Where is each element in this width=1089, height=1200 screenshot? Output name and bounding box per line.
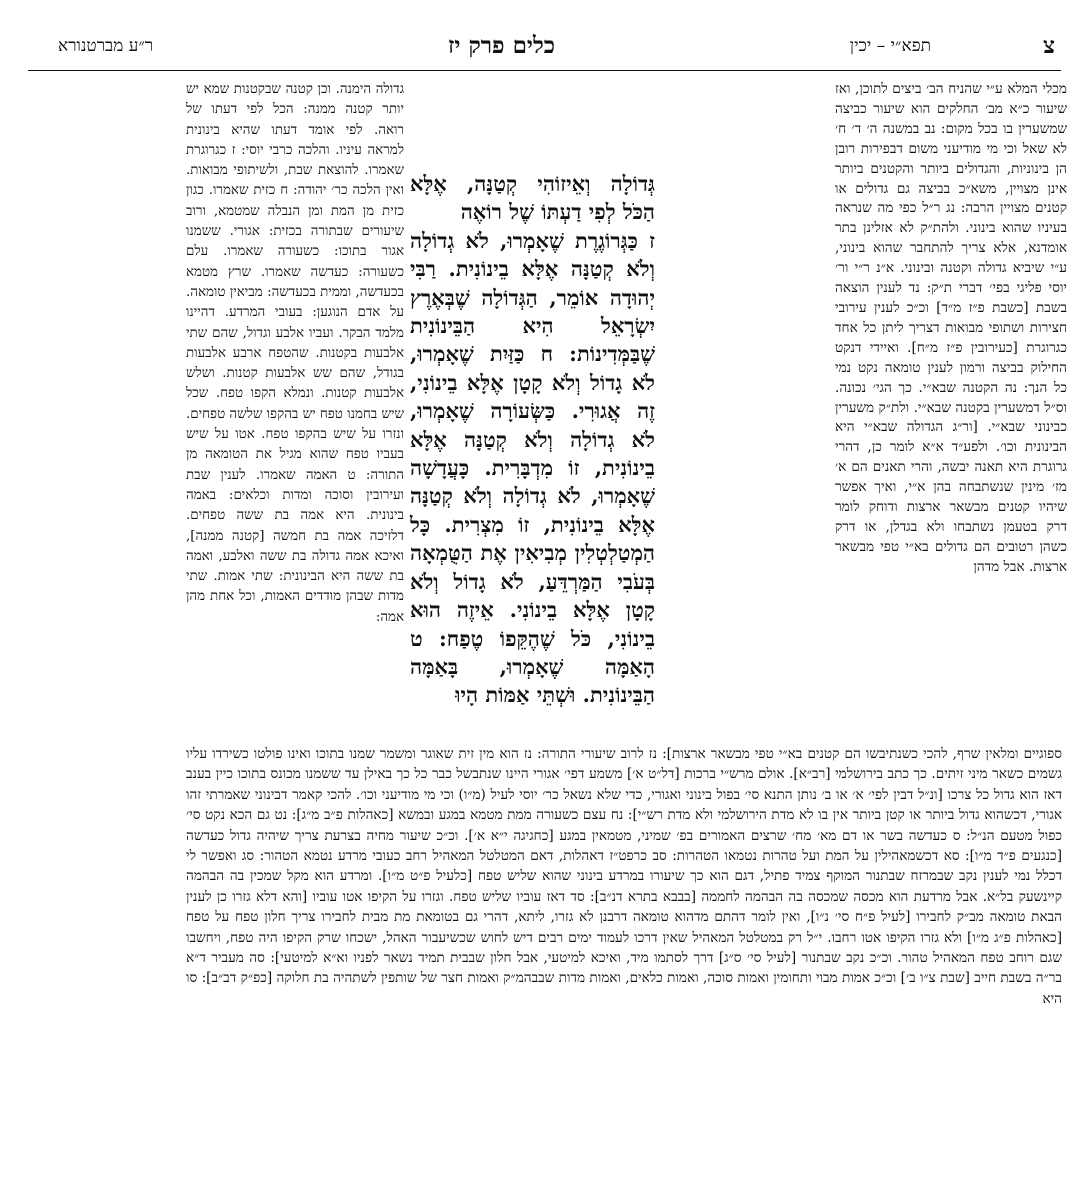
mishna-intro-line: גְּדוֹלָה וְאֵיזוֹהִי קְטַנָּה, אֶלָּא הַכֹּל לְפִי דַעְתּוֹ שֶׁל רוֹאֶה: [410, 171, 655, 225]
left-commentary-title: ר״ע מברטנורא: [58, 36, 154, 56]
commentary-text: מכלי המלא ע״י שהניח הב׳ ביצים לתוכן, ואז שיעור כ״א מב׳ החלקים הוא שיעור כביצה שמשערין בו בכל מקום: נב במשנה ה׳ ד׳ ח׳ לא שאל וכי מי מודיעני משום דבפירות רובן הן בינוניות, והגדולים ביותר והקטנים ביותר אינן מצויין, משא״כ בביצה גם גדולים או קטנים מצויין הרבה: נג ר״ל כפי מה שנראה בעיניו שהוא בינוני. ולהת״ק לא אזלינן בתר אומדנא, אלא צריך להתחבר שהוא בינוני, ע״י שיביא גדולה וקטנה ובינוני. א״נ ר״י ור׳ יוסי פליגי בפי׳ דברי ת״ק: נד לענין הוצאה בשבת [כשבת פ״ז מ״ד] וכ״כ לענין עירובי חצירות ושתופי מבואות דצריך ליתן כל אחד כגרוגרת [כעירובין פ״ז מ״ח]. ואיידי דנקט החילוק בביצה ורמון לענין טומאה נקט נמי כל הנך: נה הקטנה שבא״י. כך הגי׳ נכונה. וס״ל דמשערין בקטנה שבא״י. ולת״ק משערין כבינוני שבא״י. [ור״ג הגדולה שבא״י היא הבינונית וכו׳. ולפע״ד א״א לומר כן, דהרי גרוגרת היא תאנה יבשה, והרי תאנים הם א׳ מז׳ מינין שנשתבחה בהן א״י, ואיך אפשר שיהיו קטנים מבשאר ארצות ודוחק לומר דרק בטעמן נשתבחו ולא בגדלן, או דרק כשהן רטובים הם גדולים בא״י טפי מבשאר ארצות. אבל מדהן: [835, 81, 1067, 575]
tiferet-yisrael-commentary-column: [835, 80, 1067, 578]
bartenura-commentary-column: [186, 80, 404, 628]
mishna-main-text: [410, 170, 655, 710]
commentary-text: גדולה הימנה. וכן קטנה שבקטנות שמא יש יותר קטנה ממנה: הכל לפי דעתו של רואה. לפי אומד דעתו שהיא בינונית למראה עיניו. והלכה כרבי יוסי: ז כגרוגרת שאמרו. להוצאת שבת, ולשיתופי מבואות. ואין הלכה כר׳ יהודה: ח כזית שאמרו. כגון כזית מן המת ומן הנבלה שמטמא, ורוב שיעורים שבתורה בכזית: אגורי. ששמנו אגור בתוכו: כשעורה שאמרו. עלם כשעורה: כעדשה שאמרו. שרץ מטמא בכעדשה, וממית בכעדשה: מביאין טומאה. על אדם הנוגען: בעובי המרדע. דהיינו מלמד הבקר. ועביו אלבע וגדול, שהם שתי אלבעות בקטנות. שהטפח ארבע אלבעות בגודל, שהם שש אלבעות קטנות. ושלש אלבעות קטנות. ונמלא הקפו טפח. שכל שיש בחמנו טפח יש בהקפו שלשה טפחים. ונזרו על שיש בהקפו טפח. אטו על שיש בעביו טפח שהוא מגיל את הטומאה מן התורה: ט האמה שאמרו. לענין שבת ועירובין וסוכה ומדות וכלאים: באמה בינונית. היא אמה בת ששה טפחים. דלזיכה אמה בת חמשה [קטנה ממנה], ואיכא אמה גדולה בת ששה ואלבע, ואמה בת ששה היא הבינונית: שתי אמות. שתי מדות שבהן מודדים האמות, וכל אחת מהן אמה:: [186, 82, 404, 625]
page-number: צ: [1042, 32, 1055, 59]
right-commentary-title: תפא״י – יכין: [849, 36, 931, 56]
page-header: [28, 30, 1061, 71]
commentary-text: ספוגיים ומלאין שרף, להכי כשנתיבשו הם קטנים בא״י טפי מבשאר ארצות]: נז לרוב שיעורי התורה: נז הוא מין זית שאוגר ומשמר שמנו בתוכו ואינו פולטו כשירדו עליו גשמים כשאר מיני זיתים. כך כתב בירושלמי [רב״א]. אולם מרש״י ברכות [דל״ט א׳] משמע דפי׳ אגורי היינו שנתבשל כבר כל כך באילן עד ששמנו מכונס בתוכו כיין בענב דאז הוא גדול כל צרכו [ונ״ל דבין לפי׳ א׳ או ב׳ נותן התנא סי׳ בפול בינוני ואגורי, כדי שלא נשאל כר׳ יוסי לעיל (מ״ו) וכי מי מודיעני וכו׳. להכי קאמר דבינוני שאמרתי זהו אגורי, דכשהוא גדול ביותר או קטן ביותר אין בו לא מדת הירושלמי ולא מדת רש״י]: נח עצם כשעורה ממת מטמא במגע ובמשא [כאהלות פ״ב מ״ג]: נט גם הכא נקט סי׳ כפול מטעם הנ״ל: ס כעדשה בשר או דם מא׳ מח׳ שרצים האמורים בפ׳ שמיני, מטמאין במגע [כחגיגה י״א א׳]. וכ״כ שיעור מחיה בצרעת צריך שיהיה גדול כעדשה [כנגעים פ״ד מ״ו]: סא דכשמאהילין על המת ועל טהרות נטמאו הטהרות: סב כרפט״ז דאהלות, דאם המטלטל המאהיל רחב כעובי מרדע נטמא הטהור: סג ואפשר לי דכלל נמי לענין נקב שבמרזח שבתנור המוקף צמיד פתיל, דגם הוא כך שיעורו במרדע בינוני שהוא שליש טפח [כלעיל פ״ט מ״ו]. ומרדע הוא מקל שמכין בה הבהמה קיינשעק בל״א. אבל מרדעת הוא מכסה שמכסה בה הבהמה לחממה [בבבא בתרא דנ״ב]: סד דאז עוביו שליש טפח. וגזרו על הקיפו אטו עוביו [והא דלא גזרו כן לענין הבאת טומאה מב״ק לחבירו [לעיל פ״ח סי׳ נ״ו], ואין לומר דהתם מדהוא טומאה דרבנן לא גזרו, ליתא, דהרי גם בטומאת מת מבית לחבירו צריך חלון טפח על טפח [כאהלות פ״ג מ״ו] ולא גזרו הקיפו אטו רחבו. י״ל רק במטלטל המאהיל שאין דרכו לעמוד ימים רבים דיש לחוש שכשיעבור האהל, ישכחו שרק הקיפו היה טפח, ויחשבו שגם רוחב טפח המאהיל טהור. וכ״כ נקב שבתנור [לעיל סי׳ ס״ג] דרך לסתמו מיד, ואיכא למיטעי, אבל חלון שבבית תמיד נשאר לפניו וא״א למיטעי]: סה מעביר ד״א בר״ה בשבת חייב [שבת צ״ו ב׳] וכ״כ אמות מבוי ותחומין ואמות סוכה, ואמות כלאים, ואמות מדות שבבהמ״ק ואמות חצר של שותפין לשתהיה בת חלוקה [כפ״ק דב״ב]: סו היא: [186, 746, 1062, 1007]
bottom-commentary-block: [186, 744, 1062, 1009]
chapter-title: כלים פרק יז: [448, 32, 555, 59]
mishna-body: ז כַּגְּרוֹגֶרֶת שֶׁאָמְרוּ, לֹא גְדוֹלָה וְלֹא קְטַנָּה אֶלָּא בֵינוֹנִית. רַבִּי יְהוּדָה אוֹמֵר, הַגְּדוֹלָה שֶׁבְּאֶרֶץ יִשְׂרָאֵל הִיא הַבֵּינוֹנִית שֶׁבַּמְּדִינוֹת: ח כַּזַּיִת שֶׁאָמְרוּ, לֹא גָדוֹל וְלֹא קָטָן אֶלָּא בֵינוֹנִי, זֶה אֲגוּרִי. כַּשְּׂעוֹרָה שֶׁאָמְרוּ, לֹא גְדוֹלָה וְלֹא קְטַנָּה אֶלָּא בֵינוֹנִית, זוֹ מִדְבָּרִית. כָּעֲדָשָׁה שֶׁאָמְרוּ, לֹא גְדוֹלָה וְלֹא קְטַנָּה אֶלָּא בֵינוֹנִית, זוֹ מִצְרִית. כָּל הַמְטַלְטְלִין מְבִיאִין אֶת הַטֻּמְאָה בְּעֹבִי הַמַּרְדֵּעַ, לֹא גָדוֹל וְלֹא קָטָן אֶלָּא בֵינוֹנִי. אֵיזֶה הוּא בֵינוֹנִי, כֹּל שֶׁהֶקֵּפוֹ טֶפַח: ט הָאַמָּה שֶׁאָמְרוּ, בָּאַמָּה הַבֵּינוֹנִית. וּשְׁתֵּי אַמּוֹת הָיוּ: [410, 227, 655, 708]
